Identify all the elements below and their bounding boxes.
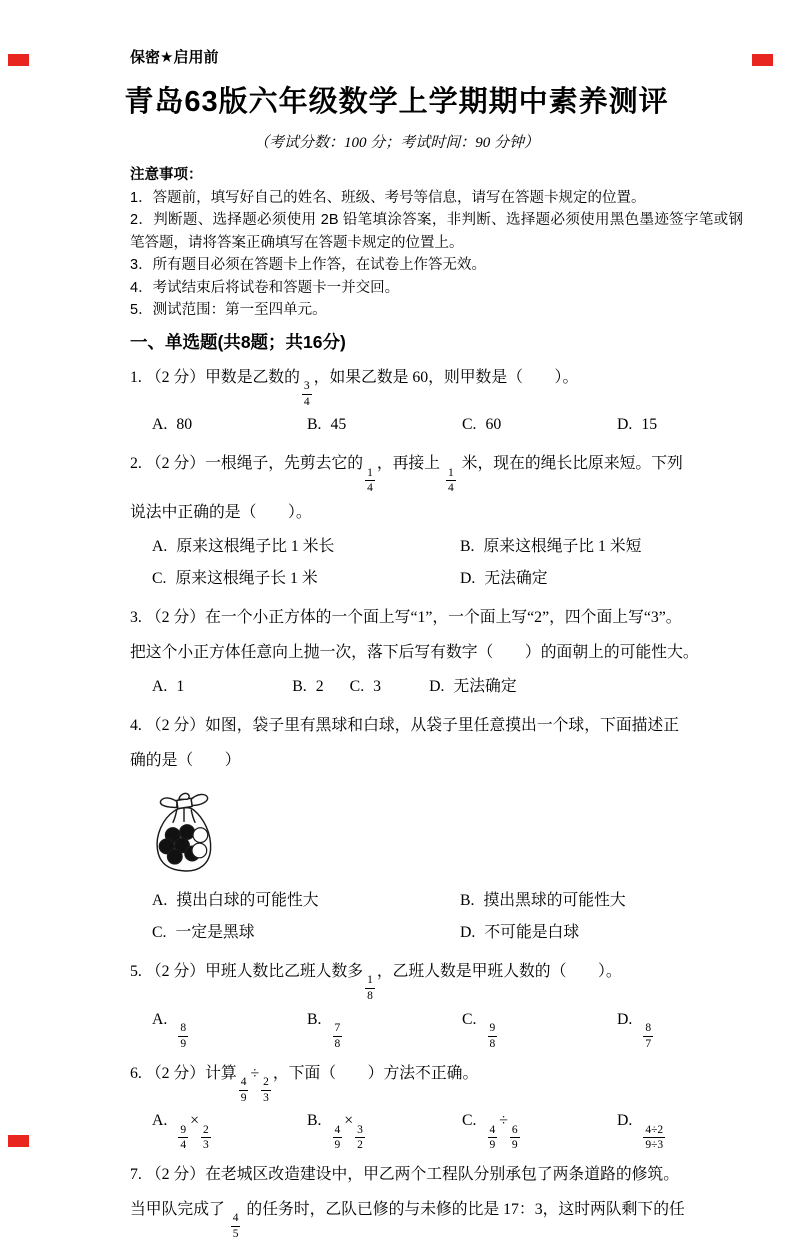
question-3-stem: 3. （2 分）在一个小正方体的一个面上写“1”，一个面上写“2”，四个面上写“3”。 把这个小正方体任意向上抛一次，落下后写有数字（ ）的面朝上的可能性大。: [130, 609, 699, 661]
question-1-stem: 1. （2 分）甲数是乙数的 $\frac{3}{4}$ ，如果乙数是 60，则甲数是（ ）。: [130, 368, 579, 408]
questions-list: [130, 360, 743, 1241]
option-C: [462, 1004, 617, 1051]
question-number: 4.: [130, 717, 142, 734]
exam-page: [0, 46, 793, 1241]
question-2-options: [130, 531, 743, 595]
question-number: 7.: [130, 1166, 142, 1183]
option-label: D.: [617, 416, 633, 434]
question-6-stem: 6. （2 分）计算 $\frac{4}{9}$ ÷ $\frac{2}{3}$ ，下面（ ）方法不正确。: [130, 1064, 479, 1104]
option-label: A.: [152, 678, 168, 695]
option-B: B. 2: [292, 678, 324, 695]
fraction: $\frac{2}{3}$: [263, 1075, 269, 1104]
fraction: $\frac{4}{5}$: [232, 1212, 239, 1241]
section-heading: 一、单选题(共8题；共16分): [130, 331, 346, 352]
bag-with-black-and-white-balls-figure: [148, 784, 220, 876]
option-D: D. 15: [617, 416, 658, 434]
option-label: A.: [152, 892, 168, 909]
option-label: D.: [617, 1010, 633, 1028]
question-1: [130, 360, 743, 442]
question-7-stem: 7. （2 分）在老城区改造建设中，甲乙两个工程队分别承包了两条道路的修筑。 当甲队完成了 $\frac{4}{5}$ 的任务时，乙队已修的与未修的比是 17：3，这时两队剩下的任: [130, 1166, 685, 1241]
fraction: $\frac{1}{4}$: [367, 466, 373, 495]
option-label: C.: [349, 678, 365, 695]
question-number: 5.: [130, 963, 142, 980]
fraction: $\frac{9}{4}$: [180, 1123, 187, 1152]
white-ball: [193, 828, 208, 843]
option-label: B.: [460, 538, 475, 555]
notice-item-2: 2．判断题、选择题必须使用 2B 铅笔填涂答案，非判断、选择题必须使用黑色墨迹签字笔或钢笔答题，请将答案正确填写在答题卡规定的位置上。: [130, 212, 743, 251]
question-number: 1.: [130, 368, 142, 386]
fraction: $\frac{4\div 2}{9\div 3}$: [645, 1123, 664, 1152]
fraction: $\frac{3}{2}$: [357, 1123, 363, 1152]
option-label: B.: [460, 892, 475, 909]
question-4-stem: 4. （2 分）如图，袋子里有黑球和白球，从袋子里任意摸出一个球，下面描述正 确的是（ ）: [130, 717, 680, 769]
fraction: $\frac{4}{9}$: [240, 1075, 247, 1104]
option-B: [307, 1004, 462, 1051]
option-label: D.: [617, 1112, 633, 1130]
option-A: A. 80: [152, 416, 193, 434]
question-3-options: [130, 671, 743, 703]
option-A: A. $\frac{9}{4}$ × $\frac{2}{3}$: [152, 1112, 209, 1152]
corner-registration-mark-top-right: [752, 54, 773, 66]
option-C: C. 原来这根绳子长 1 米: [152, 570, 318, 587]
option-label: A.: [152, 416, 168, 434]
fraction: $\frac{8}{9}$: [180, 1022, 187, 1050]
option-label: B.: [307, 1010, 322, 1028]
black-ball: [167, 849, 182, 864]
option-D: D. 无法确定: [429, 678, 517, 695]
fraction: $\frac{6}{9}$: [511, 1123, 518, 1152]
option-C: C. 一定是黑球: [152, 924, 255, 941]
fraction: $\frac{2}{3}$: [203, 1123, 209, 1152]
option-B: B. $\frac{4}{9}$ × $\frac{3}{2}$: [307, 1112, 363, 1152]
option-label: D.: [429, 678, 445, 695]
option-D: D. 无法确定: [460, 570, 548, 587]
option-B: B. 原来这根绳子比 1 米短: [460, 538, 642, 555]
corner-registration-mark-top-left: [8, 54, 29, 66]
question-4: [130, 708, 743, 949]
option-label: B.: [307, 416, 322, 434]
question-5: [130, 954, 743, 1051]
notice-item-1: 1．答题前，填写好自己的姓名、班级、考号等信息，请写在答题卡规定的位置。: [130, 189, 646, 206]
question-7: [130, 1157, 743, 1241]
question-2-stem: 2. （2 分）一根绳子，先剪去它的 $\frac{1}{4}$ ，再接上 $\frac{1}{4}$ 米，现在的绳长比原来短。下列 说法中正确的是（ ）。: [130, 455, 683, 521]
white-ball: [192, 843, 207, 858]
option-label: D.: [460, 924, 476, 941]
question-1-options: [130, 409, 743, 441]
option-A: [152, 1004, 307, 1051]
fraction: $\frac{4}{9}$: [334, 1123, 341, 1152]
option-label: B.: [292, 678, 307, 695]
page-title: 青岛63版六年级数学上学期期中素养测评: [124, 86, 669, 118]
option-label: B.: [307, 1112, 322, 1130]
question-figure: [148, 784, 743, 881]
option-label: A.: [152, 1010, 168, 1028]
question-number: 6.: [130, 1064, 142, 1082]
option-label: C.: [462, 416, 477, 434]
question-3: [130, 600, 743, 703]
question-number: 3.: [130, 609, 142, 626]
option-B: B. 摸出黑球的可能性大: [460, 892, 626, 909]
notice-item-3: 3．所有题目必须在答题卡上作答，在试卷上作答无效。: [130, 257, 487, 273]
notices-heading: 注意事项：: [130, 167, 203, 183]
question-2: [130, 446, 743, 595]
question-4-options: [130, 885, 743, 949]
exam-meta: （考试分数：100 分；考试时间：90 分钟）: [253, 135, 539, 151]
fraction: $\frac{8}{7}$: [645, 1022, 652, 1050]
notices-section: [130, 164, 743, 322]
secrecy-label: 保密★启用前: [130, 49, 219, 66]
option-B: B. 45: [307, 416, 347, 434]
option-label: C.: [462, 1112, 477, 1130]
fraction: $\frac{7}{8}$: [334, 1022, 341, 1050]
option-D: D. 不可能是白球: [460, 924, 580, 941]
question-number: 2.: [130, 455, 142, 473]
question-6: [130, 1056, 743, 1153]
option-D: [617, 1004, 743, 1051]
notice-item-5: 5．测试范围：第一至四单元。: [130, 302, 327, 318]
option-label: C.: [152, 924, 167, 941]
fraction: $\frac{1}{8}$: [367, 974, 373, 1003]
option-C: C. 3: [349, 678, 382, 695]
question-6-options: [130, 1105, 743, 1152]
question-5-stem: 5. （2 分）甲班人数比乙班人数多 $\frac{1}{8}$ ，乙班人数是甲班人数的（ ）。: [130, 963, 622, 1003]
fraction: $\frac{1}{4}$: [447, 466, 454, 495]
fraction: $\frac{4}{9}$: [489, 1123, 496, 1152]
option-A: A. 摸出白球的可能性大: [152, 892, 319, 909]
option-label: A.: [152, 538, 168, 555]
option-label: A.: [152, 1112, 168, 1130]
fraction: $\frac{9}{8}$: [489, 1022, 496, 1050]
page-content: [130, 164, 743, 1241]
option-C: C. $\frac{4}{9}$ ÷ $\frac{6}{9}$: [462, 1112, 518, 1152]
option-A: A. 1: [152, 678, 185, 695]
option-label: C.: [462, 1010, 477, 1028]
question-5-options: [130, 1004, 743, 1051]
fraction: $\frac{3}{4}$: [303, 379, 310, 408]
notice-item-4: 4．考试结束后将试卷和答题卡一并交回。: [130, 279, 400, 296]
option-C: C. 60: [462, 416, 502, 434]
option-D: [617, 1105, 743, 1152]
option-A: A. 原来这根绳子比 1 米长: [152, 538, 335, 555]
option-label: C.: [152, 570, 167, 587]
notices-list: [130, 187, 743, 322]
corner-registration-mark-bottom-left: [8, 1135, 29, 1147]
black-ball: [180, 825, 195, 840]
option-label: D.: [460, 570, 476, 587]
